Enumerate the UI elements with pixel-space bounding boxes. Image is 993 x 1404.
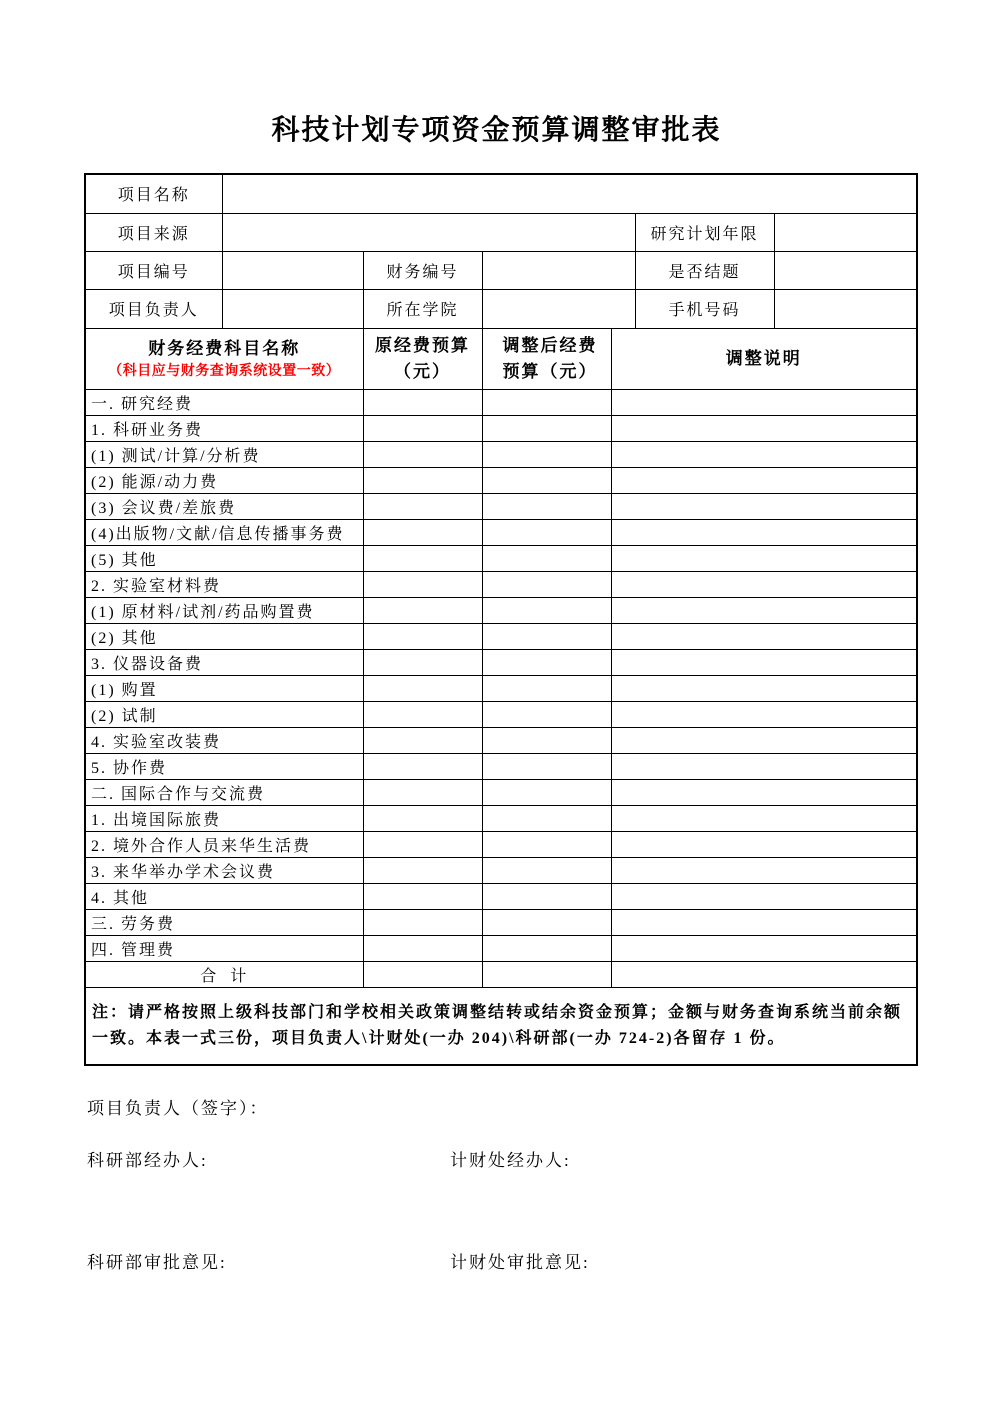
budget-category-label: 四. 管理费 [85,935,363,961]
budget-category-row [85,415,917,441]
original-budget-cell[interactable] [363,545,482,571]
budget-category-label: (1) 购置 [85,675,363,701]
adjusted-budget-cell[interactable] [482,493,611,519]
finance-number-label: 财务编号 [363,251,482,289]
subject-name-header [85,328,363,389]
project-source-field[interactable] [222,213,635,251]
budget-category-label: (5) 其他 [85,545,363,571]
adjustment-note-cell[interactable] [611,727,917,753]
budget-category-label: 3. 仪器设备费 [85,649,363,675]
adjustment-note-cell[interactable] [611,441,917,467]
original-budget-cell[interactable] [363,519,482,545]
budget-category-row [85,649,917,675]
budget-category-label: 2. 实验室材料费 [85,571,363,597]
budget-adjustment-form-table [84,173,918,1066]
original-budget-cell[interactable] [363,909,482,935]
adjusted-budget-cell[interactable] [482,467,611,493]
original-budget-cell[interactable] [363,389,482,415]
finance-number-field[interactable] [482,251,635,289]
adjusted-budget-cell[interactable] [482,831,611,857]
budget-category-label: (3) 会议费/差旅费 [85,493,363,519]
adjustment-note-cell[interactable] [611,389,917,415]
original-budget-cell[interactable] [363,753,482,779]
adjustment-note-cell[interactable] [611,493,917,519]
original-budget-cell[interactable] [363,571,482,597]
project-name-label: 项目名称 [85,174,222,213]
original-budget-cell[interactable] [363,727,482,753]
project-number-field[interactable] [222,251,363,289]
adjusted-budget-cell[interactable] [482,857,611,883]
budget-category-label: 一. 研究经费 [85,389,363,415]
adjusted-budget-cell[interactable] [482,675,611,701]
adjustment-note-cell[interactable] [611,675,917,701]
adjusted-budget-header-line2: 预算（元） [502,361,598,381]
adjusted-budget-header [482,328,611,389]
adjusted-budget-cell[interactable] [482,623,611,649]
budget-category-label: 2. 境外合作人员来华生活费 [85,831,363,857]
college-field[interactable] [482,289,635,328]
finance-dept-operator-label: 计财处经办人: [450,1151,571,1170]
budget-header-row [85,328,917,389]
adjustment-note-cell[interactable] [611,805,917,831]
adjustment-note-cell[interactable] [611,519,917,545]
project-leader-signature-label: 项目负责人（签字）： [87,1099,269,1118]
project-name-row [85,174,917,213]
budget-category-row [85,675,917,701]
adjusted-budget-cell[interactable] [482,571,611,597]
budget-category-row [85,623,917,649]
budget-category-label: (4)出版物/文献/信息传播事务费 [85,519,363,545]
budget-category-row [85,493,917,519]
budget-category-row [85,519,917,545]
adjustment-note-cell[interactable] [611,649,917,675]
original-budget-cell[interactable] [363,805,482,831]
project-source-label: 项目来源 [85,213,222,251]
budget-category-row [85,467,917,493]
budget-category-row [85,857,917,883]
adjustment-note-cell[interactable] [611,935,917,961]
budget-category-row [85,909,917,935]
budget-category-label: (2) 能源/动力费 [85,467,363,493]
original-budget-cell[interactable] [363,935,482,961]
adjustment-note-cell[interactable] [611,857,917,883]
sci-dept-operator-label: 科研部经办人: [87,1151,208,1170]
original-budget-cell[interactable] [363,675,482,701]
budget-category-label: (1) 原材料/试剂/药品购置费 [85,597,363,623]
budget-category-label: 3. 来华举办学术会议费 [85,857,363,883]
sci-dept-approval-label: 科研部审批意见: [87,1253,227,1272]
original-budget-cell[interactable] [363,883,482,909]
original-budget-cell[interactable] [363,623,482,649]
original-budget-cell[interactable] [363,493,482,519]
adjustment-note-cell[interactable] [611,883,917,909]
finance-dept-approval-label: 计财处审批意见: [450,1253,590,1272]
total-adjustment-note-cell[interactable] [611,961,917,987]
footnote-row [85,987,917,1065]
research-plan-years-label: 研究计划年限 [635,213,774,251]
total-label: 合 计 [85,961,363,987]
original-budget-cell[interactable] [363,467,482,493]
adjustment-note-header-label: 调整说明 [725,348,802,368]
project-number-row [85,251,917,289]
mobile-label: 手机号码 [635,289,774,328]
adjustment-note-cell[interactable] [611,701,917,727]
budget-category-row [85,389,917,415]
project-leader-label: 项目负责人 [85,289,222,328]
adjustment-note-cell[interactable] [611,467,917,493]
adjustment-note-cell[interactable] [611,623,917,649]
subject-name-title: 财务经费科目名称 [148,338,301,358]
budget-category-label: (2) 试制 [85,701,363,727]
adjusted-budget-cell[interactable] [482,545,611,571]
adjusted-budget-cell[interactable] [482,441,611,467]
adjusted-budget-cell[interactable] [482,909,611,935]
budget-category-row [85,779,917,805]
original-budget-cell[interactable] [363,779,482,805]
adjusted-budget-cell[interactable] [482,883,611,909]
budget-category-label: 1. 出境国际旅费 [85,805,363,831]
adjusted-budget-header-line1: 调整后经费 [502,335,598,355]
adjusted-budget-cell[interactable] [482,597,611,623]
adjusted-budget-cell[interactable] [482,519,611,545]
budget-category-label: 4. 实验室改装费 [85,727,363,753]
project-leader-row [85,289,917,328]
adjustment-note-cell[interactable] [611,909,917,935]
budget-category-row [85,597,917,623]
is-concluded-label: 是否结题 [635,251,774,289]
research-plan-years-field[interactable] [774,213,917,251]
original-budget-cell[interactable] [363,857,482,883]
original-budget-cell[interactable] [363,649,482,675]
budget-category-row [85,701,917,727]
budget-category-row [85,571,917,597]
budget-category-label: 二. 国际合作与交流费 [85,779,363,805]
adjusted-budget-cell[interactable] [482,805,611,831]
adjusted-budget-cell[interactable] [482,389,611,415]
adjusted-budget-cell[interactable] [482,701,611,727]
adjusted-budget-cell[interactable] [482,935,611,961]
footnote-text: 注：请严格按照上级科技部门和学校相关政策调整结转或结余资金预算；金额与财务查询系统当前余额一致。本表一式三份，项目负责人\计财处(一办 204)\科研部(一办 724-2)各留存 1 份。 [85,987,917,1065]
page-title: 科技计划专项资金预算调整审批表 [271,115,722,146]
original-budget-cell[interactable] [363,415,482,441]
adjustment-note-cell[interactable] [611,571,917,597]
adjustment-note-header [611,328,917,389]
budget-category-row [85,753,917,779]
budget-category-label: 1. 科研业务费 [85,415,363,441]
adjustment-note-cell[interactable] [611,779,917,805]
adjusted-budget-cell[interactable] [482,649,611,675]
original-budget-cell[interactable] [363,441,482,467]
total-original-budget-cell[interactable] [363,961,482,987]
adjustment-note-cell[interactable] [611,545,917,571]
adjustment-note-cell[interactable] [611,597,917,623]
budget-category-label: 5. 协作费 [85,753,363,779]
budget-category-label: 三. 劳务费 [85,909,363,935]
adjusted-budget-cell[interactable] [482,779,611,805]
budget-category-label: 4. 其他 [85,883,363,909]
budget-category-label: (2) 其他 [85,623,363,649]
project-name-field[interactable] [222,174,917,213]
project-leader-field[interactable] [222,289,363,328]
adjustment-note-cell[interactable] [611,415,917,441]
college-label: 所在学院 [363,289,482,328]
budget-category-label: (1) 测试/计算/分析费 [85,441,363,467]
is-concluded-field[interactable] [774,251,917,289]
mobile-field[interactable] [774,289,917,328]
project-source-row [85,213,917,251]
adjusted-budget-cell[interactable] [482,753,611,779]
adjustment-note-cell[interactable] [611,831,917,857]
original-budget-header-line1: 原经费预算 [375,335,470,355]
budget-category-row [85,441,917,467]
budget-category-row [85,935,917,961]
adjusted-budget-cell[interactable] [482,415,611,441]
total-adjusted-budget-cell[interactable] [482,961,611,987]
project-number-label: 项目编号 [85,251,222,289]
original-budget-header [363,328,482,389]
original-budget-cell[interactable] [363,597,482,623]
original-budget-cell[interactable] [363,701,482,727]
budget-category-row [85,831,917,857]
budget-category-row [85,883,917,909]
original-budget-cell[interactable] [363,831,482,857]
subject-name-note: （科目应与财务查询系统设置一致） [108,363,341,379]
budget-category-row [85,727,917,753]
adjusted-budget-cell[interactable] [482,727,611,753]
budget-category-row [85,805,917,831]
budget-category-row [85,545,917,571]
total-row [85,961,917,987]
original-budget-header-line2: （元） [394,361,451,381]
adjustment-note-cell[interactable] [611,753,917,779]
